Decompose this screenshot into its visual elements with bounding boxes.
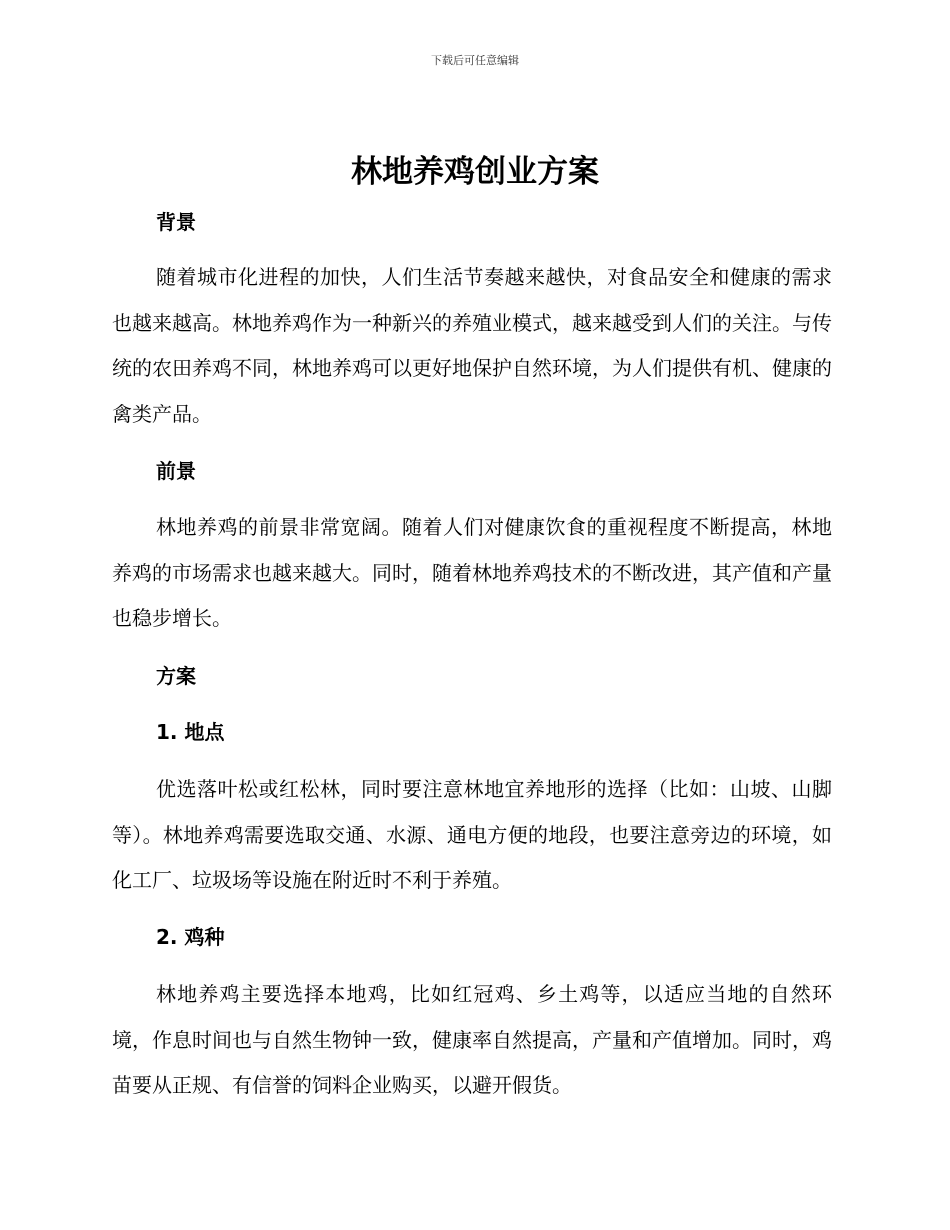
subsection-heading-breed: 2. 鸡种 xyxy=(156,925,225,949)
subsection-heading-location: 1. 地点 xyxy=(156,720,225,744)
subsection-paragraph-location: 优选落叶松或红松林，同时要注意林地宜养地形的选择（比如：山坡、山脚等）。林地养鸡需要选取交通、水源、通电方便的地段，也要注意旁边的环境，如化工厂、垃圾场等设施在附近时不利于养殖。 xyxy=(112,777,832,892)
page-header-note: 下载后可任意编辑 xyxy=(431,54,519,67)
section-heading-background: 背景 xyxy=(156,210,196,234)
document-title: 林地养鸡创业方案 xyxy=(351,154,599,190)
section-paragraph-prospects: 林地养鸡的前景非常宽阔。随着人们对健康饮食的重视程度不断提高，林地养鸡的市场需求也越来越大。同时，随着林地养鸡技术的不断改进，其产值和产量也稳步增长。 xyxy=(112,515,832,630)
section-paragraph-background: 随着城市化进程的加快，人们生活节奏越来越快，对食品安全和健康的需求也越来越高。林地养鸡作为一种新兴的养殖业模式，越来越受到人们的关注。与传统的农田养鸡不同，林地养鸡可以更好地保护自然环境，为人们提供有机、健康的禽类产品。 xyxy=(112,265,832,426)
subsection-paragraph-breed: 林地养鸡主要选择本地鸡，比如红冠鸡、乡土鸡等，以适应当地的自然环境，作息时间也与自然生物钟一致，健康率自然提高，产量和产值增加。同时，鸡苗要从正规、有信誉的饲料企业购买，以避开假货。 xyxy=(112,982,832,1097)
section-heading-prospects: 前景 xyxy=(156,459,196,483)
section-heading-plan: 方案 xyxy=(156,664,196,688)
